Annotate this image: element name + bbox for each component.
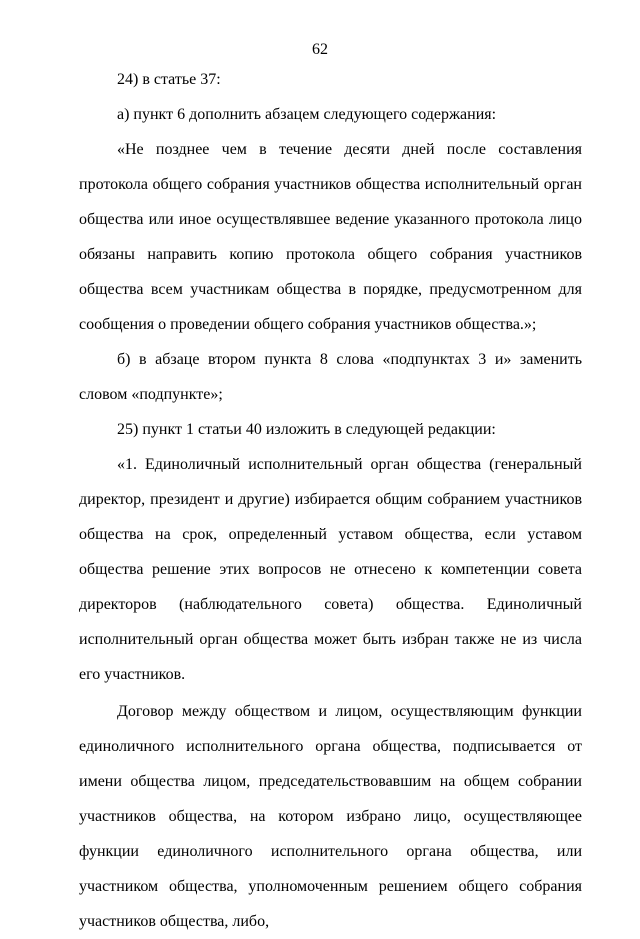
- paragraph-contract-clause: Договор между обществом и лицом, осуществляющим функции единоличного исполнительного органа общества, подписывается от имени общества лицом, председательствовавшим на общем собрании участников общества, на котором избрано лицо, осуществляющее функции единоличного исполнительного органа общества, или участником общества, уполномоченным решением общего собрания участников общества, либо,: [79, 703, 582, 930]
- paragraph-quoted-amendment: «Не позднее чем в течение десяти дней после составления протокола общего собрания участников общества исполнительный орган общества или иное осуществлявшее ведение указанного протокола лицо обязаны направить копию протокола общего собрания участников общества всем участникам общества в порядке, предусмотренном для сообщения о проведении общего собрания участников общества.»;: [79, 141, 582, 333]
- paragraph-new-clause-1: «1. Единоличный исполнительный орган общества (генеральный директор, президент и другие) избирается общим собранием участников общества на срок, определенный уставом общества, если уставом общества решение этих вопросов не отнесено к компетенции совета директоров (наблюдательного совета) общества. Единоличный исполнительный орган общества может быть избран также не из числа его участников.: [79, 456, 582, 683]
- page-number: 62: [312, 41, 328, 58]
- document-body: [79, 62, 582, 939]
- paragraph-subitem-b: б) в абзаце втором пункта 8 слова «подпунктах 3 и» заменить словом «подпункте»;: [79, 351, 582, 403]
- paragraph-subitem-a: а) пункт 6 дополнить абзацем следующего содержания:: [117, 106, 497, 123]
- paragraph-item-24: 24) в статье 37:: [117, 71, 221, 88]
- paragraph-item-25: 25) пункт 1 статьи 40 изложить в следующей редакции:: [117, 421, 496, 438]
